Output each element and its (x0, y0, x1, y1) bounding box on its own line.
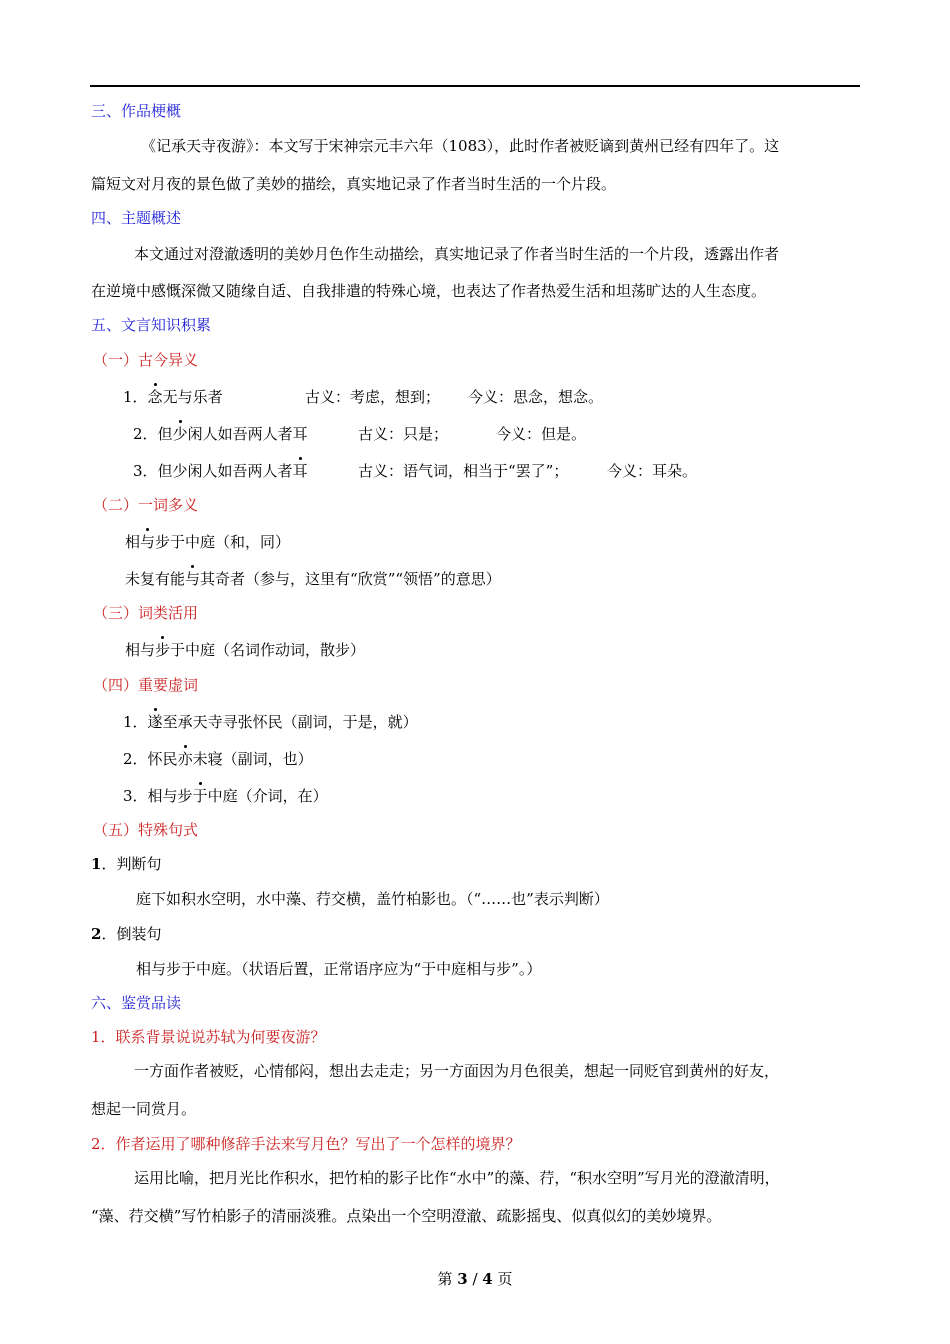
sub1-item3: 3．但少闲人如吾两人者耳 (133, 462, 308, 480)
sub1-item2-ancient: 古义：只是； (358, 425, 449, 443)
answer2-line1: 运用比喻，把月光比作积水，把竹柏的影子比作“水中”的藻、荇，“积水空明”写月光的澄澈清明， (134, 1169, 780, 1187)
answer1-line2: 想起一同赏月。 (91, 1100, 197, 1118)
sub1-item1-modern: 今义：思念，想念。 (468, 388, 604, 406)
section4-para-line2: 在逆境中感慨深微又随缘自适、自我排遣的特殊心境，也表达了作者热爱生活和坦荡旷达的人生态度。 (91, 282, 767, 300)
emphasis-char: 念 (147, 388, 163, 406)
sub5-type2-label: 2．倒装句 (91, 925, 162, 943)
sub4-heading: （四）重要虚词 (93, 676, 199, 694)
section5-heading: 五、文言知识积累 (91, 316, 212, 334)
emphasis-char: 耳 (292, 462, 308, 480)
section3-para-line2: 篇短文对月夜的景色做了美妙的描绘，真实地记录了作者当时生活的一个片段。 (91, 175, 617, 193)
section4-heading: 四、主题概述 (91, 209, 182, 227)
emphasis-char: 于 (192, 787, 208, 805)
section3-heading: 三、作品梗概 (91, 102, 182, 120)
emphasis-char: 少 (172, 425, 188, 443)
emphasis-char: 亦 (177, 750, 193, 768)
emphasis-char: 与 (140, 533, 156, 551)
header-rule (90, 85, 860, 87)
emphasis-char: 遂 (147, 713, 163, 731)
sub2-item1: 相与步于中庭（和，同） (125, 533, 291, 551)
sub1-heading: （一）古今异义 (93, 351, 199, 369)
sub3-heading: （三）词类活用 (93, 604, 199, 622)
question2: 2．作者运用了哪种修辞手法来写月色？写出了一个怎样的境界？ (91, 1135, 521, 1153)
answer2-line2: “藻、荇交横”写竹柏影子的清丽淡雅。点染出一个空明澄澈、疏影摇曳、似真似幻的美妙境界。 (91, 1207, 722, 1225)
section3-para-line1: 《记承天寺夜游》：本文写于宋神宗元丰六年（1083），此时作者被贬谪到黄州已经有四年了。这 (141, 137, 780, 155)
sub4-item1: 1．遂至承天寺寻张怀民（副词，于是，就） (123, 713, 418, 731)
sub1-item3-ancient: 古义：语气词，相当于“罢了”； (358, 462, 569, 480)
sub1-item2-modern: 今义：但是。 (496, 425, 587, 443)
sub1-item2: 2．但少闲人如吾两人者耳 (133, 425, 308, 443)
sub1-item1-ancient: 古义：考虑，想到； (305, 388, 441, 406)
sub5-type1-label: 1．判断句 (91, 855, 162, 873)
sub1-item3-modern: 今义：耳朵。 (607, 462, 698, 480)
section6-heading: 六、鉴赏品读 (91, 994, 182, 1012)
emphasis-char: 与 (185, 570, 201, 588)
emphasis-char: 步 (155, 641, 171, 659)
sub1-item1: 1．念无与乐者 (123, 388, 223, 406)
sub5-type1-text: 庭下如积水空明，水中藻、荇交横，盖竹柏影也。（“……也”表示判断） (136, 890, 609, 908)
sub5-heading: （五）特殊句式 (93, 821, 199, 839)
question1: 1．联系背景说说苏轼为何要夜游？ (91, 1028, 326, 1046)
section4-para-line1: 本文通过对澄澈透明的美妙月色作生动描绘，真实地记录了作者当时生活的一个片段，透露出作者 (134, 245, 780, 263)
sub3-item1: 相与步于中庭（名词作动词，散步） (125, 641, 366, 659)
answer1-line1: 一方面作者被贬，心情郁闷，想出去走走；另一方面因为月色很美，想起一同贬官到黄州的好友， (134, 1062, 780, 1080)
sub2-heading: （二）一词多义 (93, 496, 199, 514)
page-number: 第 3 / 4 页 (437, 1270, 513, 1288)
sub4-item3: 3．相与步于中庭（介词，在） (123, 787, 328, 805)
sub4-item2: 2．怀民亦未寝（副词，也） (123, 750, 313, 768)
sub5-type2-text: 相与步于中庭。（状语后置，正常语序应为“于中庭相与步”。） (136, 960, 542, 978)
sub2-item2: 未复有能与其奇者（参与，这里有“欣赏”“领悟”的意思） (125, 570, 501, 588)
